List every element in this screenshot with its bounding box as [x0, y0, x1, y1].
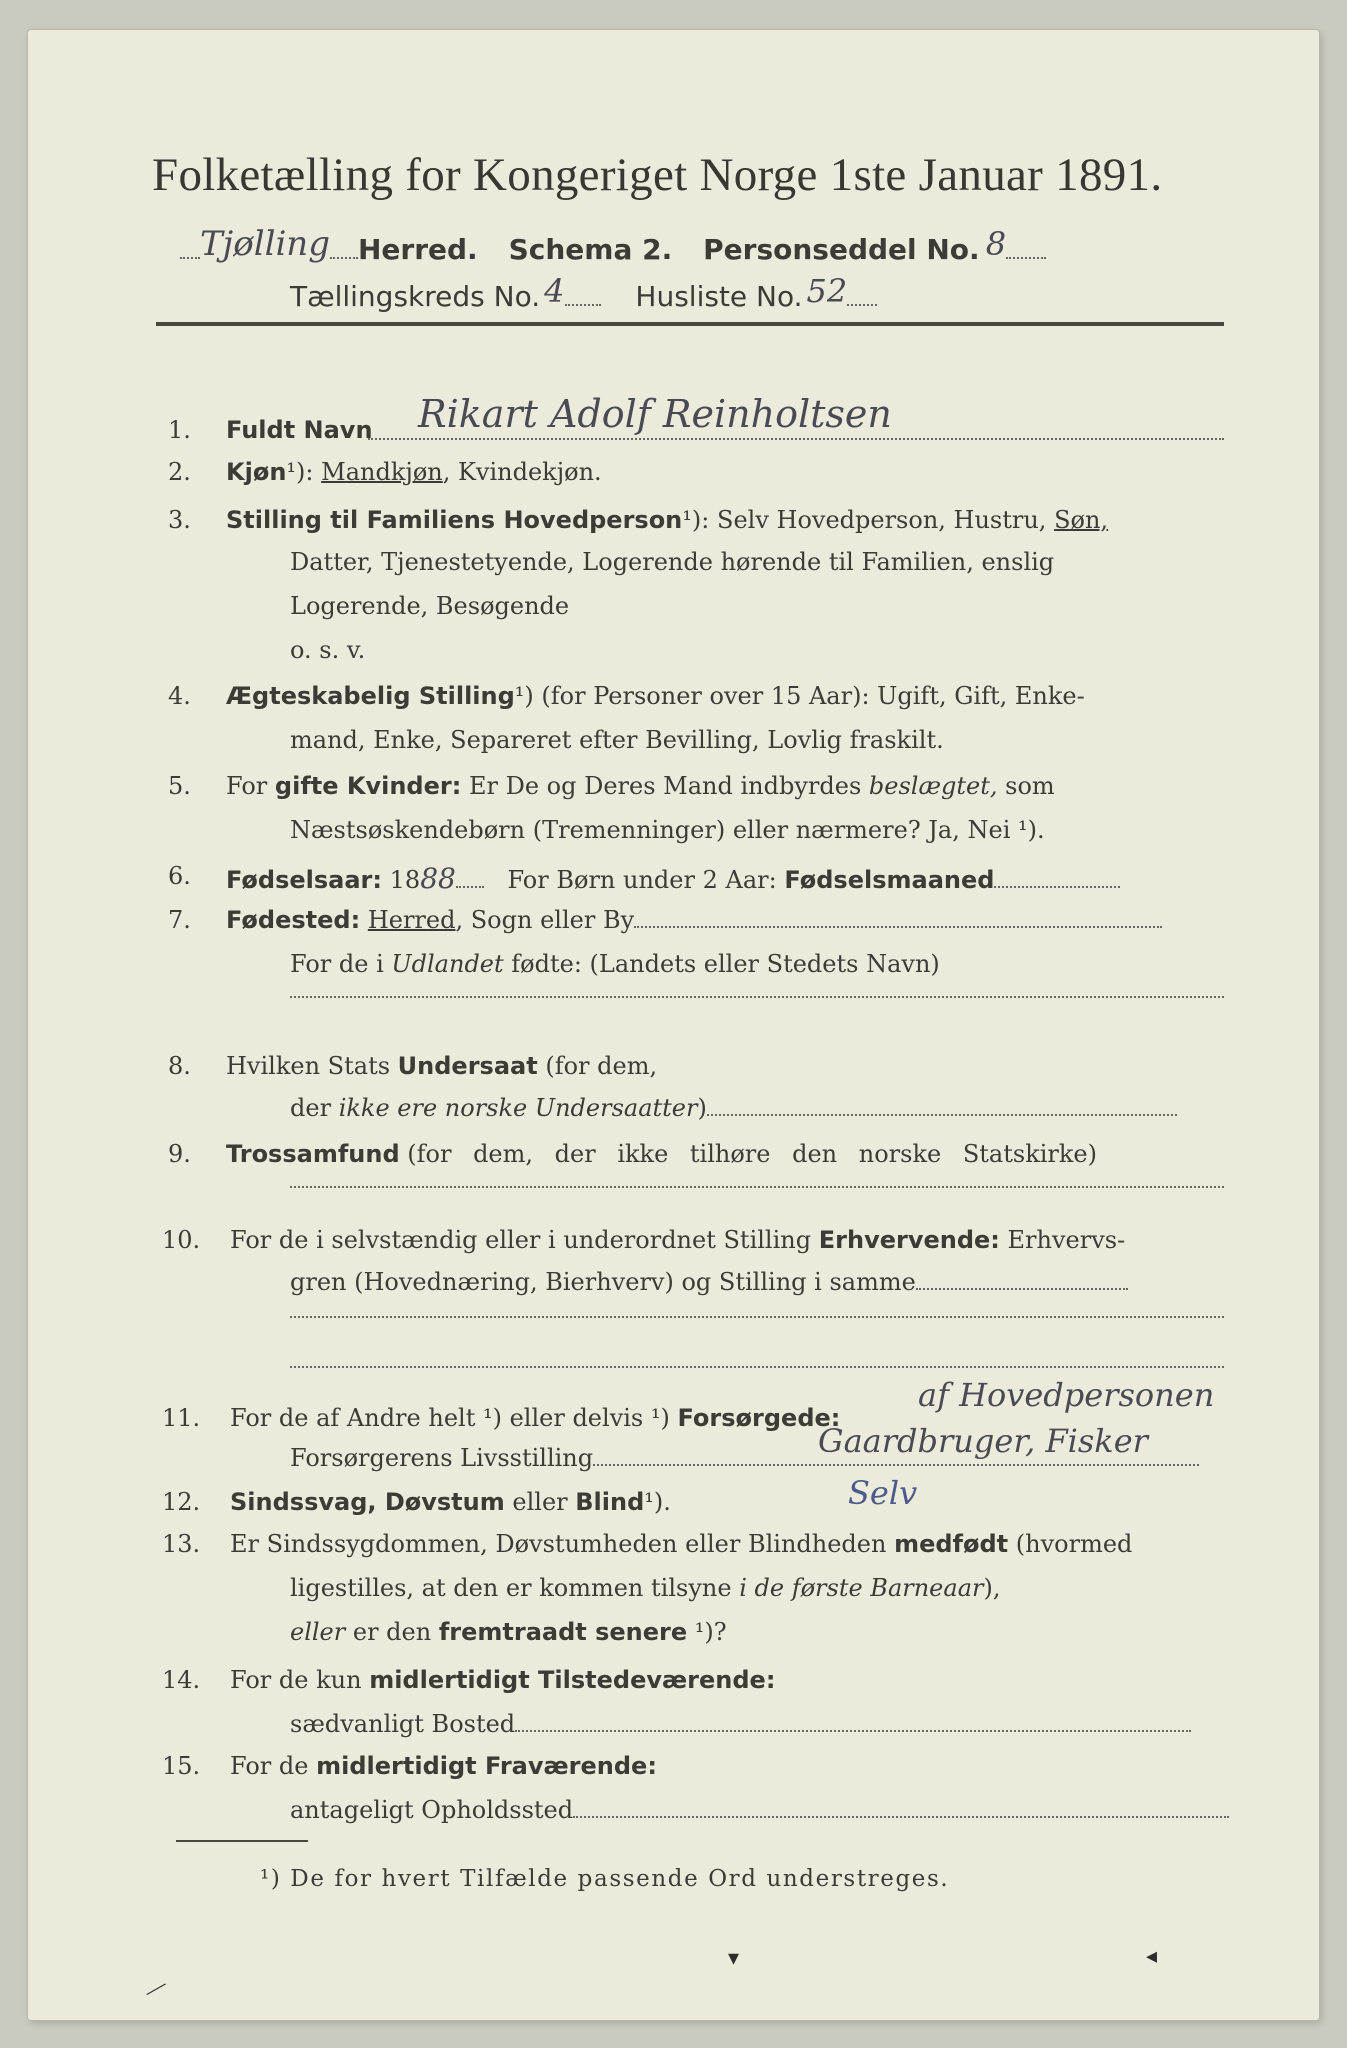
q3-line4: o. s. v. [290, 636, 366, 664]
q9-line1: Trossamfund (for dem, der ikke tilhøre den norske Statskirke) [226, 1140, 1097, 1168]
pen-mark: ▾ [728, 1946, 740, 1971]
schema-label: Schema 2. [508, 233, 673, 266]
q13-number: 13. [162, 1530, 201, 1558]
handwritten-personseddel-no: 8 [985, 225, 1007, 263]
q15-number: 15. [162, 1752, 201, 1780]
header-kreds-line [290, 272, 877, 314]
q13-line3: eller er den fremtraadt senere ¹)? [290, 1618, 727, 1646]
q15-line1: For de midlertidigt Fraværende: [230, 1752, 657, 1780]
q3-line3: Logerende, Besøgende [290, 592, 570, 620]
q6-number: 6. [168, 862, 191, 890]
q11-label: Forsørgede: [677, 1404, 841, 1432]
q2-label: Kjøn [226, 458, 287, 486]
q8-line2: der ikke ere norske Undersaatter) [290, 1094, 1177, 1122]
handwritten-livsstilling: Gaardbruger, Fisker [818, 1422, 1148, 1460]
q10-label: Erhvervende: [818, 1226, 1000, 1254]
q14-line1: For de kun midlertidigt Tilstedeværende: [230, 1666, 776, 1694]
husliste-label: Husliste No. [635, 280, 803, 313]
q2-number: 2. [168, 458, 191, 486]
pen-mark: ⟋ [144, 1976, 168, 2005]
footnote-rule [176, 1840, 308, 1842]
q13-line2: ligestilles, at den er kommen tilsyne i de første Barneaar), [290, 1574, 1001, 1602]
q7-line1: Fødested: Herred, Sogn eller By [226, 906, 1162, 934]
handwritten-herred: Tjølling [200, 224, 330, 264]
q3-number: 3. [168, 506, 191, 534]
q14-line2: sædvanligt Bosted [290, 1710, 1191, 1738]
footnote: ¹) De for hvert Tilfælde passende Ord understreges. [260, 1866, 950, 1892]
q14-number: 14. [162, 1666, 201, 1694]
pen-mark: ◂ [1146, 1944, 1158, 1969]
q14-label: midlertidigt Tilstedeværende: [369, 1666, 776, 1694]
q15-label: midlertidigt Fraværende: [316, 1752, 657, 1780]
q13-label: medfødt [894, 1530, 1009, 1558]
q4-label: Ægteskabelig Stilling [226, 682, 515, 710]
personseddel-label: Personseddel No. [703, 233, 980, 266]
q5-line2: Næstsøskendebørn (Tremenninger) eller nærmere? Ja, Nei ¹). [290, 816, 1045, 844]
q7-label: Fødested: [226, 906, 361, 934]
q11-line2: Forsørgerens Livsstilling [290, 1444, 1199, 1472]
q6-label: Fødselsaar: [226, 866, 382, 894]
header-rule [156, 322, 1224, 326]
q3-label: Stilling til Familiens Hovedperson [226, 506, 683, 534]
q9-answer-line [290, 1186, 1224, 1188]
q15-line2: antageligt Opholdssted [290, 1796, 1229, 1824]
q10-line1: For de i selvstændig eller i underordnet Stilling Erhvervende: Erhvervs- [230, 1226, 1126, 1254]
q11-line1: For de af Andre helt ¹) eller delvis ¹) Forsørgede: [230, 1404, 841, 1432]
q13-line1: Er Sindssygdommen, Døvstumheden eller Blindheden medfødt (hvormed [230, 1530, 1133, 1558]
q10-answer-line-1 [290, 1316, 1224, 1318]
handwritten-kreds-no: 4 [544, 272, 565, 310]
q10-answer-line-2 [290, 1366, 1224, 1368]
q3-line1: Stilling til Familiens Hovedperson¹): Selv Hovedperson, Hustru, Søn, [226, 506, 1109, 534]
q9-number: 9. [168, 1140, 191, 1168]
q12-number: 12. [162, 1488, 201, 1516]
q7-line2: For de i Udlandet fødte: (Landets eller Stedets Navn) [290, 950, 940, 978]
q3-son-underlined: Søn, [1054, 506, 1109, 534]
q2-mandkjon-underlined: Mandkjøn [321, 458, 443, 486]
q12-label2: Blind [575, 1488, 645, 1516]
q5-number: 5. [168, 772, 191, 800]
q12-label: Sindssvag, Døvstum [230, 1488, 505, 1516]
q4-number: 4. [168, 682, 191, 710]
q6-line: Fødselsaar: 1888 For Børn under 2 Aar: Fødselsmaaned [226, 862, 1120, 895]
q12-line: Sindssvag, Døvstum eller Blind¹). [230, 1488, 671, 1516]
q6-label2: Fødselsmaaned [784, 866, 995, 894]
header-herred-line [180, 224, 1046, 268]
q13-label3: fremtraadt senere [438, 1618, 688, 1646]
q5-line1: For gifte Kvinder: Er De og Deres Mand indbyrdes beslægtet, som [226, 772, 1055, 800]
q2-line: Kjøn¹): Mandkjøn, Kvindekjøn. [226, 458, 602, 486]
q7-answer-line [290, 996, 1224, 998]
q10-number: 10. [162, 1226, 201, 1254]
q5-label: gifte Kvinder: [274, 772, 462, 800]
handwritten-fodselsaar: 88 [420, 862, 456, 895]
q4-line2: mand, Enke, Separeret efter Bevilling, Lovlig fraskilt. [290, 726, 944, 754]
kreds-label: Tællingskreds No. [290, 280, 541, 313]
herred-label: Herred. [357, 233, 478, 266]
q11-number: 11. [162, 1404, 201, 1432]
q7-number: 7. [168, 906, 191, 934]
handwritten-forsorgede: af Hovedpersonen [918, 1376, 1215, 1414]
q4-line1: Ægteskabelig Stilling¹) (for Personer over 15 Aar): Ugift, Gift, Enke- [226, 682, 1085, 710]
handwritten-fuldt-navn: Rikart Adolf Reinholtsen [418, 392, 892, 436]
q1-answer-line [368, 438, 1224, 440]
form-title: Folketælling for Kongeriget Norge 1ste Januar 1891. [152, 149, 1163, 201]
q8-number: 8. [168, 1052, 191, 1080]
q8-line1: Hvilken Stats Undersaat (for dem, [226, 1052, 658, 1080]
q8-label: Undersaat [397, 1052, 538, 1080]
q10-line2: gren (Hovednæring, Bierhverv) og Stilling i samme [290, 1268, 1128, 1296]
q7-herred-underlined: Herred [367, 906, 456, 934]
q1-number: 1. [168, 416, 191, 444]
handwritten-sindssvag: Selv [848, 1474, 918, 1512]
census-form-sheet [28, 30, 1319, 2020]
q9-label: Trossamfund [226, 1140, 400, 1168]
handwritten-husliste-no: 52 [806, 272, 848, 310]
q1-label: Fuldt Navn [226, 416, 373, 444]
q3-line2: Datter, Tjenestetyende, Logerende hørende til Familien, enslig [290, 548, 1055, 576]
